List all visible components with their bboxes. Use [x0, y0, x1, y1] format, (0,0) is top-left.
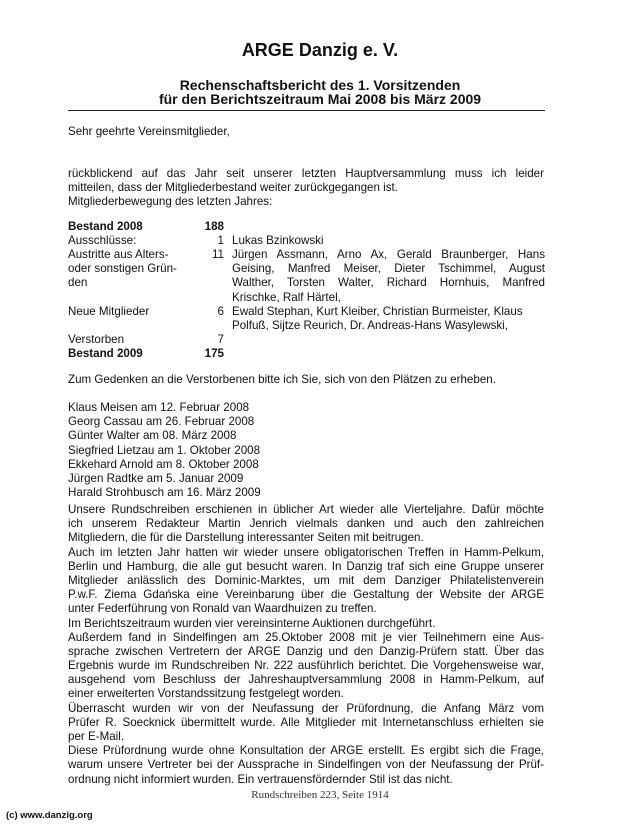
subtitle-line: für den Berichtszeitraum Mai 2008 bis März 2009 [158, 91, 482, 108]
copyright-notice: (c) www.danzig.org [6, 810, 93, 821]
name-line: Geising, Manfred Meiser, Dieter Tschimmel, August [232, 262, 545, 276]
text-line: Prüfer R. Soecknick übermittelt wurde. Alle Mitglieder mit Internetanschluss erhielten sie [68, 715, 544, 729]
title-divider [68, 110, 545, 111]
bestand-2008-value: 188 [204, 220, 224, 233]
text-line: ausgehend vom Beschluss der Jahreshauptversammlung 2008 in Hamm-Pelkum, auf [68, 673, 544, 687]
document-title: ARGE Danzig e. V. [241, 40, 399, 60]
intro-paragraph [68, 167, 544, 210]
deceased-item: Jürgen Radtke am 5. Januar 2009 [68, 471, 244, 485]
deceased-item: Klaus Meisen am 12. Februar 2008 [68, 401, 250, 414]
bestand-2009-label: Bestand 2009 [68, 347, 143, 360]
neue-mitglieder-names [232, 305, 545, 333]
name-line: Jürgen Assmann, Arno Ax, Gerald Braunberger, Hans [232, 248, 545, 261]
text-line: Unsere Rundschreiben erschienen in üblicher Art wieder alle Vierteljahre. Dafür möchte [68, 503, 544, 516]
text-line: sprache zwischen Vertretern der ARGE Danzig und den Danzig-Prüfern statt. Über das [68, 644, 544, 658]
text-line: einer erweiterten Vorstandssitzung festgelegt worden. [68, 687, 344, 701]
label-line: Austritte aus Alters- [68, 248, 169, 261]
verstorben-label: Verstorben [68, 333, 125, 346]
report-body [68, 503, 544, 787]
text-line: Diese Prüfordnung wurde ohne Konsultation der ARGE erstellt. Es ergibt sich die Frage, [68, 744, 544, 758]
ausschluesse-value: 1 [217, 234, 224, 247]
text-line: ich unserem Redakteur Martin Jenrich vielmals danken und auch den zahlreichen [68, 517, 544, 531]
text-line: per E-Mail. [68, 730, 125, 743]
austritte-names [232, 248, 545, 305]
bestand-2009-value: 175 [204, 347, 224, 360]
neue-mitglieder-label: Neue Mitglieder [68, 305, 150, 318]
text-line: warum unsere Vertreter bei der Aussprache in Sindelfingen von der Neufassung der Prüf- [68, 758, 544, 772]
label-line: oder sonstigen Grün- [68, 262, 177, 276]
deceased-item: Harald Strohbusch am 16. März 2009 [68, 486, 261, 500]
name-line: Walther, Torsten Walter, Richard Hornhuis, Manfred [232, 276, 545, 290]
text-line: ordnung nicht informiert wurden. Ein vertrauensfördernder Stil ist das nicht. [68, 772, 453, 786]
text-line: Berlin und Hamburg, die alle gut besucht waren. In Danzig traf sich eine Gruppe unserer [68, 559, 544, 573]
salutation: Sehr geehrte Vereinsmitglieder, [68, 125, 230, 138]
name-line: Krischke, Ralf Härtel, [232, 290, 341, 304]
text-line: P.w.F. Ziema Gdańska eine Vereinbarung über die Gestaltung der Website der ARGE [68, 588, 544, 602]
text-line: Im Berichtszeitraum wurden vier vereinsinterne Auktionen durchgeführt. [68, 616, 436, 630]
document-subtitle [0, 77, 640, 108]
deceased-item: Georg Cassau am 26. Februar 2008 [68, 415, 255, 429]
deceased-item: Siegfried Lietzau am 1. Oktober 2008 [68, 443, 261, 457]
subtitle-line: Rechenschaftsbericht des 1. Vorsitzenden [179, 77, 461, 93]
text-line: Mitgliedern, die für die Darstellung interessanter Seiten mit beitrugen. [68, 531, 424, 545]
deceased-item: Ekkehard Arnold am 8. Oktober 2008 [68, 457, 259, 471]
text-line: Mitglieder anlässlich des Dominic-Marktes, um mit dem Danziger Philatelistenverein [68, 573, 544, 587]
text-line: Mitgliederbewegung des letzten Jahres: [68, 195, 273, 209]
austritte-value: 11 [211, 248, 224, 261]
name-line: Polfuß, Sijtze Reurich, Dr. Andreas-Hans Wasylewski, [232, 319, 508, 333]
name-line: Ewald Stephan, Kurt Kleiber, Christian Burmeister, Klaus [232, 305, 523, 318]
page-footer: Rundschreiben 223, Seite 1914 [251, 789, 389, 801]
text-line: mitteilen, dass der Mitgliederbestand weiter zurückgegangen ist. [68, 181, 398, 195]
deceased-list [68, 401, 544, 500]
text-line: unter Federführung von Ronald van Waardhuizen zu treffen. [68, 602, 377, 616]
bestand-2008-label: Bestand 2008 [68, 220, 143, 233]
austritte-label [68, 248, 200, 291]
text-line: Auch im letzten Jahr hatten wir wieder unsere obligatorischen Treffen in Hamm-Pelkum, [68, 545, 544, 559]
text-line: Ergebnis wurde im Rundschreiben Nr. 222 ausführlich berichtet. Die Vorgehensweise war, [68, 659, 544, 673]
label-line: den [68, 276, 88, 290]
ausschluesse-names: Lukas Bzinkowski [232, 234, 324, 247]
text-line: Außerdem fand in Sindelfingen am 25.Oktober 2008 mit je vier Teilnehmern eine Aus- [68, 630, 544, 644]
text-line: rückblickend auf das Jahr seit unserer letzten Hauptversammlung muss ich leider [68, 167, 544, 180]
text-line: Überrascht wurden wir von der Neufassung der Prüfordnung, die Anfang März vom [68, 701, 544, 715]
memorial-text: Zum Gedenken an die Verstorbenen bitte ich Sie, sich von den Plätzen zu erheben. [68, 373, 496, 386]
deceased-item: Günter Walter am 08. März 2008 [68, 429, 237, 443]
verstorben-value: 7 [217, 333, 224, 346]
neue-mitglieder-value: 6 [217, 305, 224, 318]
ausschluesse-label: Ausschlüsse: [68, 234, 137, 247]
